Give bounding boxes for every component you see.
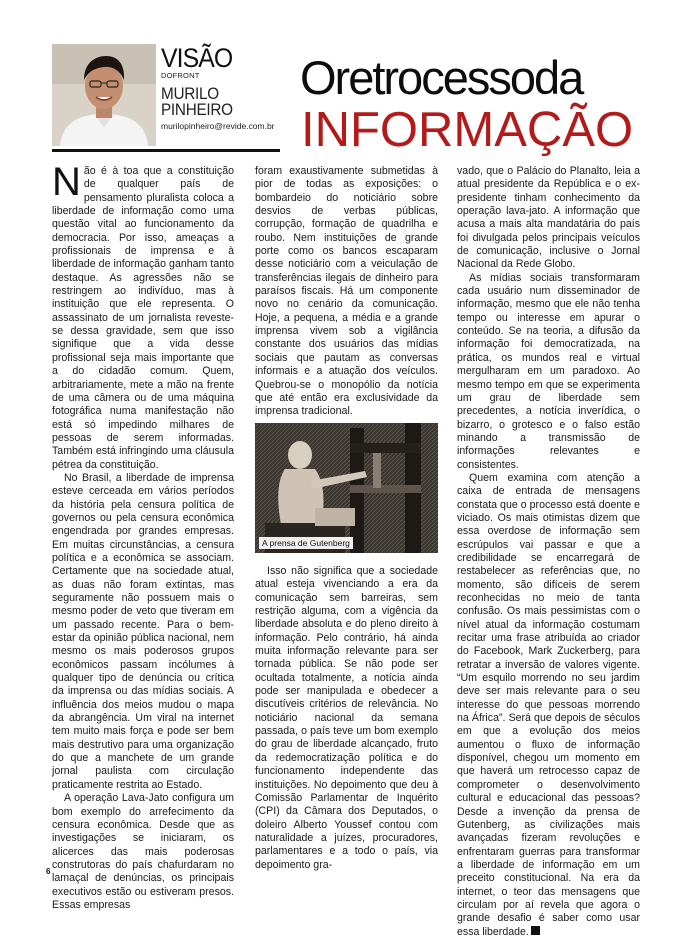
headline-line-1: Oretrocessoda <box>300 51 583 104</box>
article-column-2-continued <box>255 565 438 872</box>
headline-line-2: INFORMAÇÃO <box>301 103 634 157</box>
article-paragraph: Não é à toa que a constituição de qualquer país de pensamento pluralista coloca a liberdade de informação como uma questão vital ao funcionamento da democracia. Por isso, ameaças a profissionais de imprensa e à liberdade de informação ganham tanto destaque. As agressões não se restringem ao indivíduo, mas à instituição que ele representa. O assassinato de um jornalista reveste-se dessa gravidade, sem que isso signifique que a vida desse profissional seja mais importante que a do cidadão comum. Quem, arbitrariamente, mete a mão na frente de uma câmera ou de uma máquina fotográfica numa manifestação não está só impedindo milhares de pessoas de serem informadas. Também está infringindo uma cláusula pétrea da constituição. <box>52 160 234 471</box>
article-paragraph: Isso não significa que a sociedade atual esteja vivenciando a era da comunicação sem barreiras, sem restrição alguma, com a vigência da liberdade absoluta e do pleno direito à informação. Pelo contrário, há ainda muita informação relevante para ser tornada pública. Se não pode ser ocultada totalmente, a notícia ainda pode ser manipulada e obedecer a discutíveis critérios de relevância. No noticiário nacional da semana passada, o país teve um bom exemplo do grau de liberdade alcançado, fruto da redemocratização política e do funcionamento independente das instituições. No depoimento que deu à Comissão Parlamentar de Inquérito (CPI) da Câmara dos Deputados, o doleiro Alberto Youssef contou com naturalidade a juízes, procuradores, parlamentares e a todo o país, via depoimento gra- <box>255 565 438 871</box>
end-mark-icon <box>531 926 540 935</box>
article-column-1 <box>52 160 234 912</box>
article-paragraph: As mídias sociais transformaram cada usuário num disseminador de informação, mesmo que ele não tenha tempo ou interesse em apurar o conteúdo. Se na teoria, a difusão da informação foi democratizada, na prática, os mundos real e virtual mergulharam em um paradoxo. Ao mesmo tempo em que se experimenta um grau de liberdade sem precedentes, a notícia inverídica, o bizarro, o grotesco e o falso estão minando a transmissão de informações relevantes e consistentes. <box>457 271 640 471</box>
column-signature <box>161 43 286 131</box>
article-column-3 <box>457 165 640 939</box>
page-number: 6 <box>46 867 51 876</box>
article-paragraph: A operação Lava-Jato configura um bom exemplo do arrefecimento da censura econômica. Desde que as investigações se iniciaram, os alicerces das mais poderosas construtoras do país chafurdaram no lamaçal de denúncias, os principais executivos estão ou estiveram presos. Essas empresas <box>52 792 234 911</box>
article-paragraph: vado, que o Palácio do Planalto, leia a atual presidente da República e o ex-presidente tinham conhecimento da operação lava-jato. A informação que acusa a mais alta mandatária do país foi divulgada pelos principais veículos de comunicação, inclusive o Jornal Nacional da Rede Globo. <box>457 165 640 271</box>
drop-cap: N <box>52 160 81 204</box>
figure-caption: A prensa de Gutenberg <box>259 537 353 549</box>
article-paragraph: Quem examina com atenção a caixa de entrada de mensagens constata que o processo está doente e viciado. Os mais otimistas dizem que essa overdose de informação sem escrúpulos vai passar e que a credibilidade se encarregará de restabelecer as referências que, no momento, são difíceis de serem reconhecidas no meio de tanta confusão. Os mais pessimistas com o nível atual da informação costumam recitar uma frase atribuída ao criador do Facebook, Mark Zuckerberg, para retratar a inversão de valores vigente. “Um esquilo morrendo no seu jardim deve ser mais relevante para o seu interesse do que pessoas morrendo na África”. Será que depois de séculos em que a evolução dos meios aumentou o fluxo de informação disponível, chegou um momento em que haverá um retrocesso capaz de comprometer o desenvolvimento cultural e educacional das pessoas? Desde a invenção da prensa de Gutenberg, as civilizações mais avançadas fizeram revoluções e enfrentaram guerras para transformar a liberdade de informação em um preceito constitucional. Na era da internet, o teor das mensagens que circulam por aí revela que agora o grande desafio é saber como usar essa liberdade. <box>457 471 640 938</box>
article-paragraph: foram exaustivamente submetidas à pior de todas as exposições: o bombardeio do noticiário sobre desvios de verbas públicas, corrupção, formação de quadrilha e roubo. Nem instituições de grande porte como os bancos escaparam desse noticiário com a veiculação de transferências ilegais de dinheiro para paraísos fiscais. Há um componente novo no cenário da comunicação. Hoje, a pequena, a média e a grande imprensa vivem sob a vigilância constante dos usuários das mídias sociais que pautam as conversas informais e a atuação dos veículos. Quebrou-se o monopólio da notícia que até então era exclusividade da imprensa tradicional. <box>255 165 438 418</box>
column-name: VISÃO <box>161 43 233 73</box>
author-photo <box>52 44 156 146</box>
article-column-2 <box>255 165 438 419</box>
column-subtitle: DOFRONT <box>161 71 200 80</box>
author-email[interactable]: murilopinheiro@revide.com.br <box>161 121 275 131</box>
article-paragraph: No Brasil, a liberdade de imprensa esteve cerceada em vários períodos da história pela censura política de governos ou pela censura econômica engendrada por grandes empresas. Em muitas circunstâncias, a censura política e a econômica se associam. Certamente que na sociedade atual, as duas não foram extintas, mas seguramente não possuem mais o mesmo poder de veto que tiveram em um passado recente. Para o bem-estar da opinião pública nacional, nem mesmo os mais poderosos grupos econômicos passam incólumes à qualquer tipo de denúncia ou crítica da imprensa ou das mídias sociais. A influência dos meios mudou o mapa da abrangência. Um viral na internet tem muito mais força e pode ser bem mais destrutivo para uma organização do que a manchete de um grande jornal paulista com circulação praticamente restrita ao Estado. <box>52 471 234 791</box>
header-rule <box>52 149 280 152</box>
gutenberg-press-illustration <box>255 423 438 553</box>
author-first-name: MURILO <box>161 84 219 103</box>
author-name <box>161 86 274 118</box>
author-last-name: PINHEIRO <box>161 100 233 119</box>
